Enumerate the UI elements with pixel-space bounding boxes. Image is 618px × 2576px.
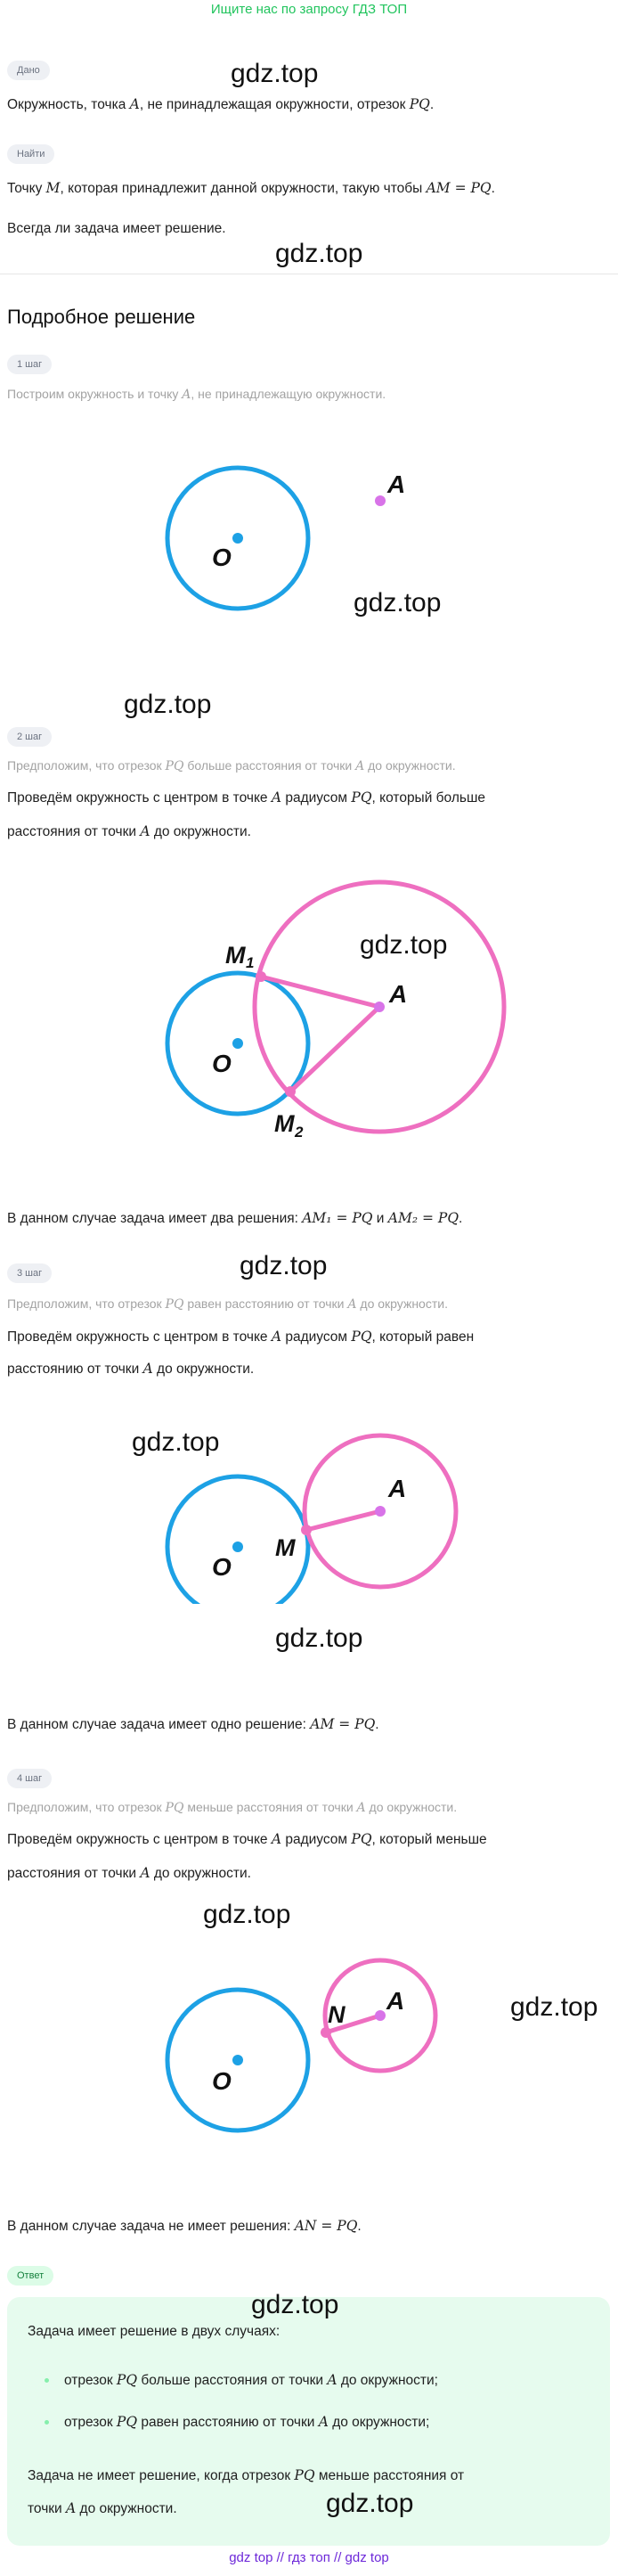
point-A bbox=[375, 1506, 386, 1517]
label-M1: M bbox=[225, 942, 246, 969]
step2-line2: расстояния от точки A до окружности. bbox=[7, 823, 251, 839]
point-N bbox=[321, 2027, 331, 2038]
label-O: O bbox=[212, 2067, 232, 2095]
watermark: gdz.top bbox=[275, 1623, 363, 1653]
step4-hint: Предположим, что отрезок PQ меньше расстояния от точки A до окружности. bbox=[7, 1800, 458, 1815]
center-point-O bbox=[232, 1542, 243, 1552]
step3-section bbox=[7, 1263, 52, 1283]
step2-hint: Предположим, что отрезок PQ больше расстояния от точки A до окружности. bbox=[7, 758, 456, 773]
solution-title: Подробное решение bbox=[7, 306, 196, 328]
step3-badge: 3 шаг bbox=[7, 1263, 52, 1283]
watermark: gdz.top bbox=[231, 59, 319, 88]
segment-AM bbox=[306, 1511, 380, 1530]
point-A bbox=[375, 2010, 386, 2021]
label-M2-sub: 2 bbox=[295, 1124, 304, 1141]
point-A bbox=[374, 1002, 385, 1012]
step1-badge: 1 шаг bbox=[7, 355, 52, 374]
footer-sep: // bbox=[329, 2550, 346, 2565]
answer-no-solution-2: точки A до окружности. bbox=[28, 2500, 177, 2516]
given-section bbox=[7, 61, 50, 80]
watermark: gdz.top bbox=[326, 2489, 414, 2518]
watermark: gdz.top bbox=[240, 1251, 328, 1280]
watermark: gdz.top bbox=[360, 930, 448, 960]
label-M2: M bbox=[274, 1110, 295, 1137]
label-A: A bbox=[387, 470, 406, 498]
find-text: Точку M, которая принадлежит данной окружности, такую чтобы AM = PQ. bbox=[7, 180, 495, 196]
find-section bbox=[7, 144, 54, 164]
step2-section bbox=[7, 727, 52, 747]
footer-link-1[interactable]: gdz top bbox=[229, 2550, 273, 2565]
bullet-icon bbox=[45, 2378, 49, 2383]
step2-badge: 2 шаг bbox=[7, 727, 52, 747]
given-badge: Дано bbox=[7, 61, 50, 80]
label-A: A bbox=[388, 1475, 407, 1502]
center-point-O bbox=[232, 533, 243, 544]
label-O: O bbox=[212, 544, 232, 571]
step2-figure bbox=[0, 855, 618, 1149]
segment-AM1 bbox=[261, 977, 379, 1007]
step3-line1: Проведём окружность с центром в точке A радиусом PQ, который равен bbox=[7, 1329, 475, 1345]
watermark: gdz.top bbox=[203, 1900, 291, 1929]
label-M: M bbox=[275, 1534, 296, 1561]
find-badge: Найти bbox=[7, 144, 54, 164]
answer-badge: Ответ bbox=[7, 2266, 53, 2286]
footer bbox=[0, 2550, 618, 2565]
step4-figure bbox=[0, 1942, 618, 2174]
step4-result: В данном случае задача не имеет решения: AN = PQ. bbox=[7, 2218, 362, 2234]
step2-line1: Проведём окружность с центром в точке A радиусом PQ, который больше bbox=[7, 789, 485, 806]
watermark: gdz.top bbox=[251, 2290, 339, 2319]
point-M bbox=[301, 1525, 312, 1535]
answer-no-solution: Задача не имеет решение, когда отрезок PQ меньше расстояния от bbox=[28, 2467, 465, 2483]
point-M1 bbox=[256, 971, 266, 982]
footer-link-3[interactable]: gdz top bbox=[345, 2550, 389, 2565]
step3-result: В данном случае задача имеет одно решение: AM = PQ. bbox=[7, 1716, 379, 1732]
step4-section bbox=[7, 1769, 52, 1788]
label-M1-sub: 1 bbox=[246, 954, 255, 971]
answer-intro: Задача имеет решение в двух случаях: bbox=[28, 2324, 281, 2339]
watermark: gdz.top bbox=[124, 690, 212, 719]
step2-result: В данном случае задача имеет два решения: AM₁ = PQ и AM₂ = PQ. bbox=[7, 1210, 463, 1226]
step4-badge: 4 шаг bbox=[7, 1769, 52, 1788]
point-A bbox=[375, 495, 386, 506]
step3-hint: Предположим, что отрезок PQ равен расстоянию от точки A до окружности. bbox=[7, 1296, 448, 1312]
find-question: Всегда ли задача имеет решение. bbox=[7, 221, 226, 236]
step3-line2: расстоянию от точки A до окружности. bbox=[7, 1361, 255, 1377]
footer-sep: // bbox=[272, 2550, 289, 2565]
center-point-O bbox=[232, 1038, 243, 1049]
step1-hint: Построим окружность и точку A, не принадлежащую окружности. bbox=[7, 387, 386, 402]
watermark: gdz.top bbox=[132, 1427, 220, 1457]
label-O: O bbox=[212, 1553, 232, 1581]
label-A: A bbox=[386, 1987, 405, 2015]
watermark: gdz.top bbox=[275, 239, 363, 268]
watermark: gdz.top bbox=[354, 588, 442, 617]
point-M2 bbox=[285, 1086, 296, 1097]
step3-figure bbox=[0, 1390, 618, 1604]
footer-link-2[interactable]: гдз топ bbox=[288, 2550, 330, 2565]
answer-section bbox=[7, 2266, 53, 2286]
label-N: N bbox=[328, 2001, 346, 2028]
label-A: A bbox=[389, 980, 408, 1008]
given-text: Окружность, точка A, не принадлежащая окружности, отрезок PQ. bbox=[7, 96, 435, 112]
search-banner[interactable]: Ищите нас по запросу ГДЗ ТОП bbox=[210, 2, 408, 17]
center-point-O bbox=[232, 2055, 243, 2065]
watermark: gdz.top bbox=[510, 1992, 598, 2022]
step4-line2: расстояния от точки A до окружности. bbox=[7, 1865, 251, 1881]
step1-figure bbox=[0, 419, 618, 686]
step1-section bbox=[7, 355, 52, 374]
step4-line1: Проведём окружность с центром в точке A радиусом PQ, который меньше bbox=[7, 1831, 487, 1847]
label-O: O bbox=[212, 1050, 232, 1077]
bullet-icon bbox=[45, 2420, 49, 2425]
answer-bullet-1: отрезок PQ больше расстояния от точки A до окружности; bbox=[45, 2367, 438, 2394]
answer-bullet-2: отрезок PQ равен расстоянию от точки A до окружности; bbox=[45, 2408, 429, 2436]
